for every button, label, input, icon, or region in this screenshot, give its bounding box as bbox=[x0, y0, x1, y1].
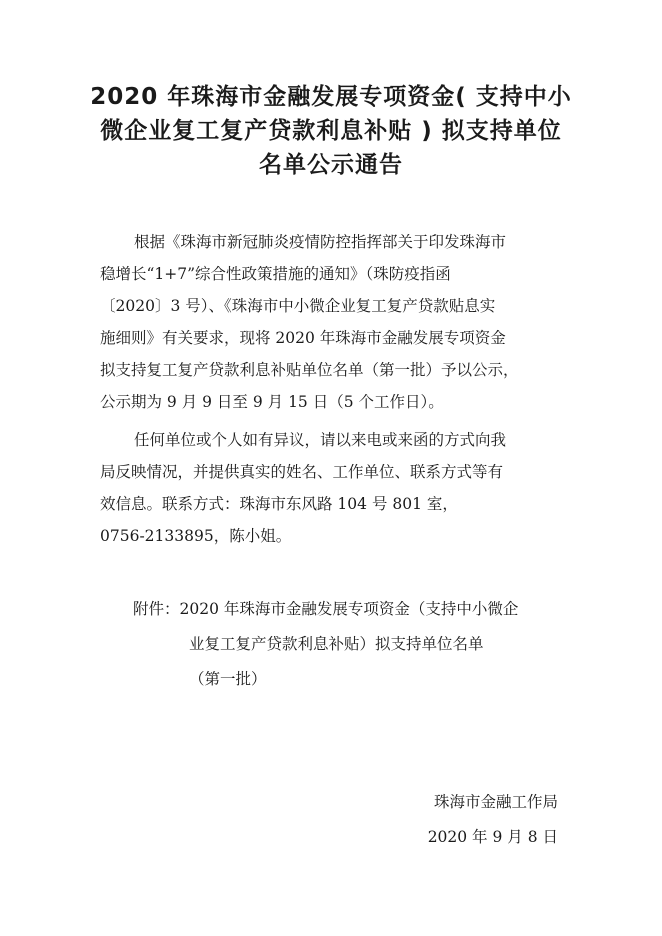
paragraph-line: 施细则》有关要求，现将 2020 年珠海市金融发展专项资金 bbox=[100, 329, 506, 347]
body-paragraph-basis bbox=[100, 226, 562, 418]
issue-date: 2020 年 9 月 8 日 bbox=[427, 828, 558, 846]
paragraph-line: 根据《珠海市新冠肺炎疫情防控指挥部关于印发珠海市 bbox=[134, 233, 507, 251]
title-line: 2020 年珠海市金融发展专项资金( 支持中小 bbox=[90, 84, 572, 110]
signature-block bbox=[428, 785, 558, 855]
attachment-line: （第一批） bbox=[189, 670, 267, 688]
paragraph-line: 效信息。联系方式：珠海市东风路 104 号 801 室， bbox=[100, 495, 458, 513]
title-line: 名单公示通告 bbox=[259, 152, 403, 178]
body-paragraph-contact bbox=[100, 424, 562, 552]
attachment-line: 业复工复产贷款利息补贴）拟支持单位名单 bbox=[189, 635, 484, 653]
paragraph-line: 〔2020〕3 号）、《珠海市中小微企业复工复产贷款贴息实 bbox=[100, 297, 496, 315]
paragraph-line: 任何单位或个人如有异议，请以来电或来函的方式向我 bbox=[134, 431, 507, 449]
paragraph-line: 局反映情况，并提供真实的姓名、工作单位、联系方式等有 bbox=[100, 463, 504, 481]
title-line: 微企业复工复产贷款利息补贴 ) 拟支持单位 bbox=[100, 118, 562, 144]
paragraph-line: 0756-2133895，陈小姐。 bbox=[100, 527, 292, 545]
paragraph-line: 稳增长“1+7”综合性政策措施的通知》（珠防疫指函 bbox=[100, 265, 451, 283]
issuer-name: 珠海市金融工作局 bbox=[433, 793, 558, 811]
attachment-note bbox=[133, 592, 573, 697]
attachment-line: 附件：2020 年珠海市金融发展专项资金（支持中小微企 bbox=[133, 600, 519, 618]
page-title bbox=[60, 80, 602, 182]
paragraph-line: 公示期为 9 月 9 日至 9 月 15 日（5 个工作日）。 bbox=[100, 393, 444, 411]
paragraph-line: 拟支持复工复产贷款利息补贴单位名单（第一批）予以公示， bbox=[100, 361, 519, 379]
